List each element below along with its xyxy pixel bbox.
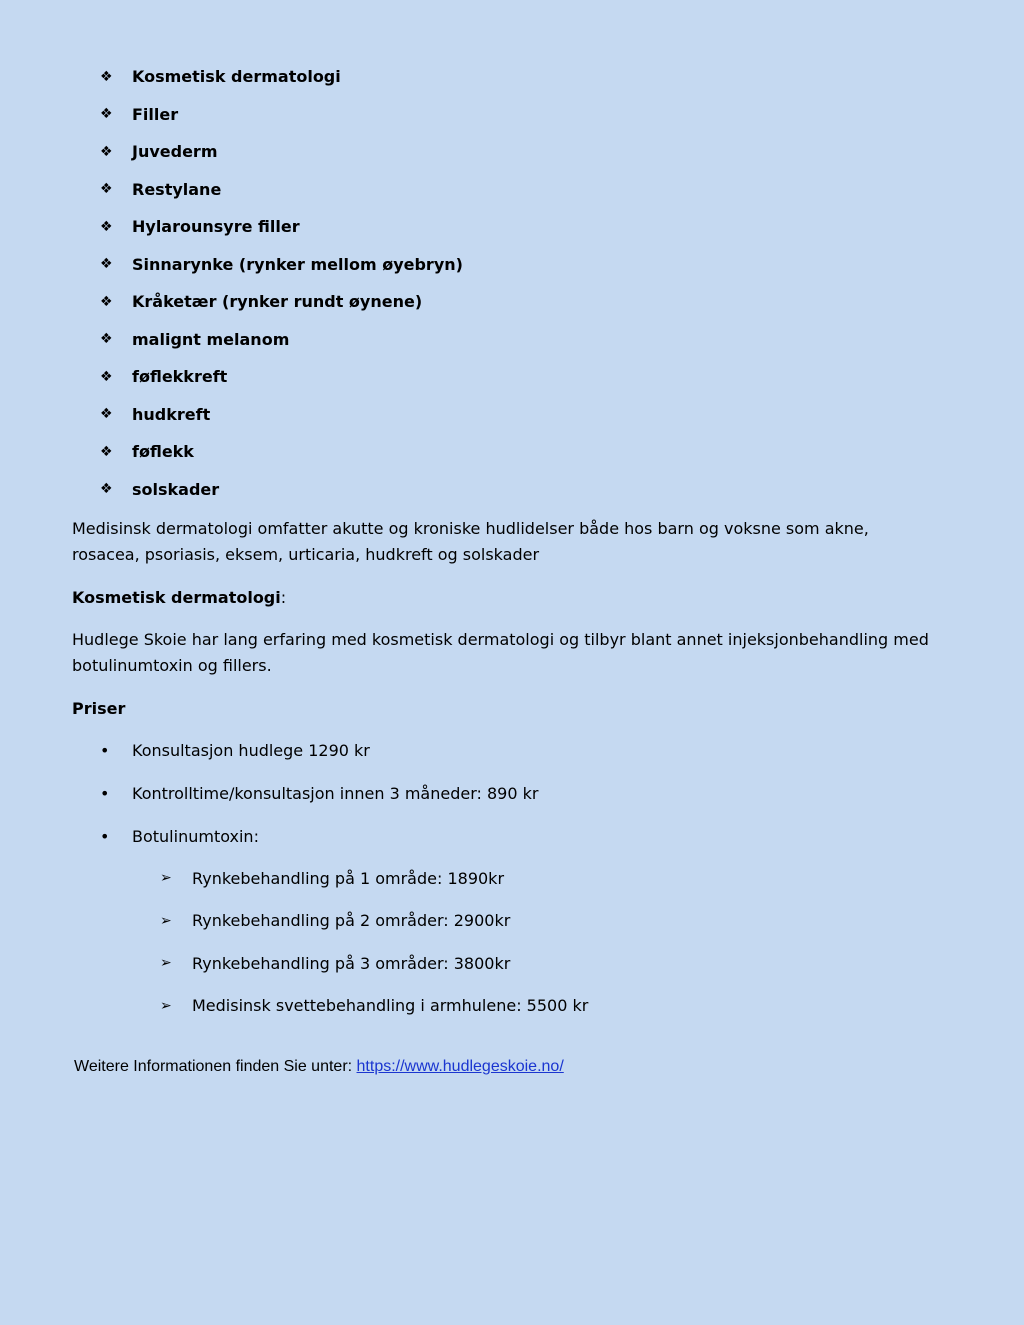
list-item: ❖ Filler bbox=[100, 104, 179, 124]
list-item: ❖ Kosmetisk dermatologi bbox=[100, 67, 341, 87]
price-list bbox=[100, 729, 538, 858]
list-item: ❖ føflekk bbox=[100, 442, 194, 462]
list-item: ➢ Rynkebehandling på 1 område: 1890kr bbox=[160, 868, 505, 888]
treatment-list bbox=[100, 58, 463, 508]
list-item: • Botulinumtoxin: bbox=[100, 826, 259, 846]
list-item: ❖ solskader bbox=[100, 479, 220, 499]
list-item: ➢ Rynkebehandling på 3 områder: 3800kr bbox=[160, 953, 511, 973]
diamond-bullet-icon: ❖ bbox=[100, 406, 113, 423]
diamond-bullet-icon: ❖ bbox=[100, 68, 113, 85]
list-item: ❖ Juvederm bbox=[100, 142, 218, 162]
list-item: ❖ Sinnarynke (rynker mellom øyebryn) bbox=[100, 254, 463, 274]
arrow-bullet-icon: ➢ bbox=[160, 997, 172, 1014]
bullet-dot-icon: • bbox=[100, 826, 110, 846]
bullet-dot-icon: • bbox=[100, 740, 110, 760]
diamond-bullet-icon: ❖ bbox=[100, 181, 113, 198]
diamond-bullet-icon: ❖ bbox=[100, 293, 113, 310]
diamond-bullet-icon: ❖ bbox=[100, 368, 113, 385]
list-item: • Konsultasjon hudlege 1290 kr bbox=[100, 740, 370, 760]
arrow-bullet-icon: ➢ bbox=[160, 955, 172, 972]
website-link[interactable]: https://www.hudlegeskoie.no/ bbox=[356, 1058, 564, 1075]
diamond-bullet-icon: ❖ bbox=[100, 143, 113, 160]
bullet-dot-icon: • bbox=[100, 783, 110, 803]
arrow-bullet-icon: ➢ bbox=[160, 912, 172, 929]
diamond-bullet-icon: ❖ bbox=[100, 106, 113, 123]
cosmetic-heading: Kosmetisk dermatologi: bbox=[72, 588, 287, 607]
arrow-bullet-icon: ➢ bbox=[160, 870, 172, 887]
diamond-bullet-icon: ❖ bbox=[100, 218, 113, 235]
list-item: ➢ Medisinsk svettebehandling i armhulene: 5500 kr bbox=[160, 996, 589, 1016]
medical-paragraph: Medisinsk dermatologi omfatter akutte og kroniske hudlidelser både hos barn og voksne som akne, rosacea, psoriasis, eksem, urticaria, hudkreft og solskader bbox=[72, 519, 869, 564]
list-item: ❖ hudkreft bbox=[100, 404, 211, 424]
list-item: • Kontrolltime/konsultasjon innen 3 måneder: 890 kr bbox=[100, 783, 539, 803]
list-item: ❖ malignt melanom bbox=[100, 329, 290, 349]
footer-info bbox=[74, 1058, 564, 1076]
diamond-bullet-icon: ❖ bbox=[100, 443, 113, 460]
botox-price-list bbox=[160, 857, 588, 1027]
list-item: ❖ Restylane bbox=[100, 179, 222, 199]
list-item: ❖ Kråketær (rynker rundt øynene) bbox=[100, 292, 423, 312]
list-item: ❖ føflekkreft bbox=[100, 367, 228, 387]
list-item: ➢ Rynkebehandling på 2 områder: 2900kr bbox=[160, 911, 511, 931]
diamond-bullet-icon: ❖ bbox=[100, 481, 113, 498]
footer-text: Weitere Informationen finden Sie unter: bbox=[74, 1058, 357, 1075]
diamond-bullet-icon: ❖ bbox=[100, 331, 113, 348]
diamond-bullet-icon: ❖ bbox=[100, 256, 113, 273]
list-item: ❖ Hylarounsyre filler bbox=[100, 217, 300, 237]
cosmetic-paragraph: Hudlege Skoie har lang erfaring med kosmetisk dermatologi og tilbyr blant annet injeksjonbehandling med botulinumtoxin og fillers. bbox=[72, 630, 929, 675]
prices-heading: Priser bbox=[72, 699, 126, 718]
